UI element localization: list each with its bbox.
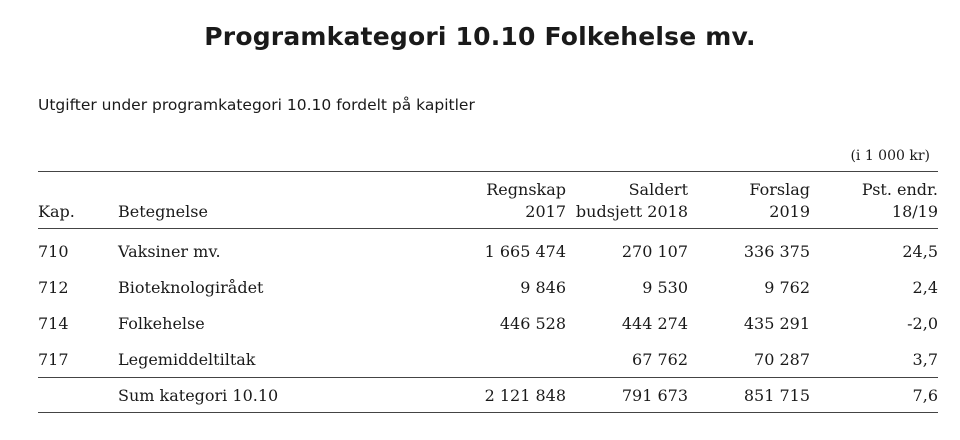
header-forslag bbox=[688, 172, 810, 229]
sum-betegnelse: Sum kategori 10.10 bbox=[118, 385, 279, 405]
cell-pst: 2,4 bbox=[912, 277, 938, 297]
table-header bbox=[38, 172, 938, 229]
header-regnskap bbox=[418, 172, 566, 229]
sum-forslag: 851 715 bbox=[743, 385, 810, 405]
header-pst-endr bbox=[810, 172, 938, 229]
sum-regnskap: 2 121 848 bbox=[484, 385, 566, 405]
sum-pst: 7,6 bbox=[912, 385, 938, 405]
table-footer bbox=[38, 378, 938, 413]
cell-pst: 3,7 bbox=[912, 349, 938, 369]
table-row bbox=[38, 305, 938, 341]
cell-betegnelse: Vaksiner mv. bbox=[118, 241, 221, 261]
cell-kap: 717 bbox=[38, 349, 69, 369]
header-saldert-line2: budsjett 2018 bbox=[575, 202, 688, 221]
cell-forslag: 435 291 bbox=[743, 313, 810, 333]
header-forslag-line2: 2019 bbox=[769, 202, 810, 221]
cell-saldert: 67 762 bbox=[632, 349, 688, 369]
cell-regnskap bbox=[418, 341, 566, 378]
header-row bbox=[38, 172, 938, 229]
header-regnskap-line1: Regnskap bbox=[486, 180, 566, 199]
header-saldert-line1: Saldert bbox=[628, 180, 688, 199]
cell-saldert: 270 107 bbox=[621, 241, 688, 261]
cell-saldert: 444 274 bbox=[621, 313, 688, 333]
header-betegnelse: Betegnelse bbox=[118, 202, 208, 221]
header-forslag-line1: Forslag bbox=[749, 180, 810, 199]
budget-table bbox=[38, 171, 938, 413]
cell-kap: 714 bbox=[38, 313, 69, 333]
header-regnskap-line2: 2017 bbox=[525, 202, 566, 221]
cell-kap: 712 bbox=[38, 277, 69, 297]
unit-note: (i 1 000 kr) bbox=[850, 148, 930, 164]
header-pst-line2: 18/19 bbox=[891, 202, 938, 221]
cell-regnskap: 1 665 474 bbox=[484, 241, 566, 261]
cell-forslag: 9 762 bbox=[764, 277, 810, 297]
cell-betegnelse: Legemiddeltiltak bbox=[118, 349, 256, 369]
header-kap: Kap. bbox=[38, 202, 75, 221]
table-caption: Utgifter under programkategori 10.10 fordelt på kapitler bbox=[38, 96, 475, 114]
table-row bbox=[38, 341, 938, 378]
header-saldert bbox=[566, 172, 688, 229]
sum-row bbox=[38, 378, 938, 413]
cell-regnskap: 446 528 bbox=[499, 313, 566, 333]
cell-pst: 24,5 bbox=[902, 241, 938, 261]
cell-betegnelse: Folkehelse bbox=[118, 313, 205, 333]
table-row bbox=[38, 269, 938, 305]
table-body bbox=[38, 229, 938, 378]
sum-saldert: 791 673 bbox=[621, 385, 688, 405]
cell-kap: 710 bbox=[38, 241, 69, 261]
header-pst-line1: Pst. endr. bbox=[861, 180, 938, 199]
sum-kap bbox=[38, 378, 118, 413]
cell-forslag: 70 287 bbox=[754, 349, 810, 369]
table-row bbox=[38, 229, 938, 270]
cell-forslag: 336 375 bbox=[743, 241, 810, 261]
page-title: Programkategori 10.10 Folkehelse mv. bbox=[204, 22, 756, 51]
cell-saldert: 9 530 bbox=[642, 277, 688, 297]
cell-pst: -2,0 bbox=[907, 313, 938, 333]
cell-regnskap: 9 846 bbox=[520, 277, 566, 297]
cell-betegnelse: Bioteknologirådet bbox=[118, 277, 264, 297]
